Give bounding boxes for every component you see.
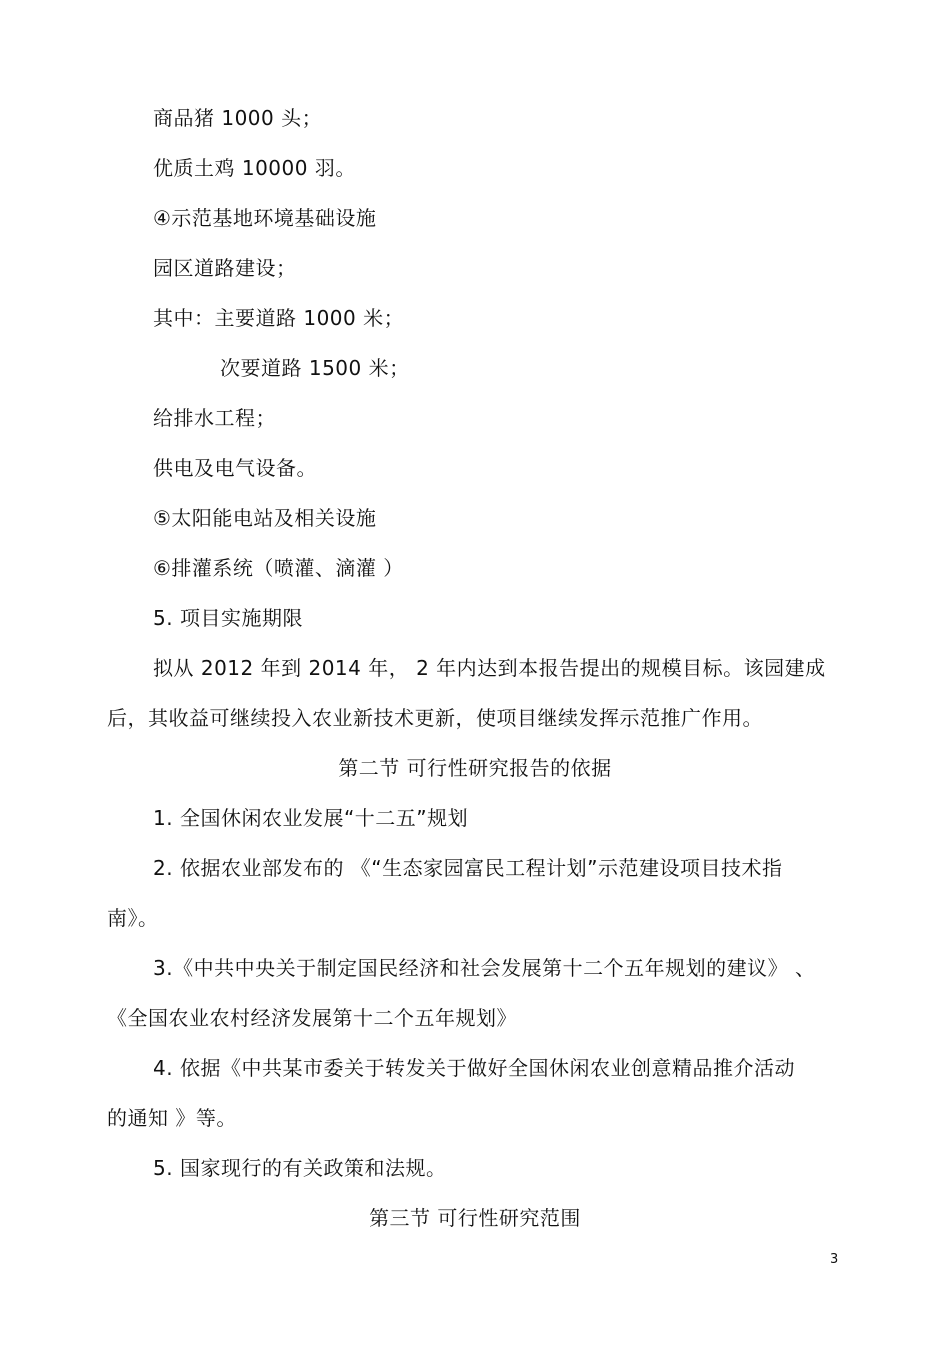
basis-item-3-continued: 《全国农业农村经济发展第十二个五年规划》	[107, 1006, 517, 1030]
basis-item-2-continued: 南》。	[107, 906, 159, 930]
page-number: 3	[830, 1252, 839, 1267]
basis-item-2: 2. 依据农业部发布的 《“生态家园富民工程计划”示范建设项目技术指	[153, 856, 783, 880]
text-line-chickens: 优质土鸡 10000 羽。	[153, 156, 356, 180]
text-line-pigs: 商品猪 1000 头；	[153, 106, 323, 130]
text-line-irrigation: ⑥排灌系统（喷灌、滴灌 ）	[153, 556, 404, 580]
basis-item-3: 3.《中共中央关于制定国民经济和社会发展第十二个五年规划的建议》 、	[153, 956, 816, 980]
text-line-infrastructure-heading: ④示范基地环境基础设施	[153, 206, 377, 230]
basis-item-4-continued: 的通知 》等。	[107, 1106, 237, 1130]
section-heading-2: 第二节 可行性研究报告的依据	[338, 756, 612, 780]
basis-item-4: 4. 依据《中共某市委关于转发关于做好全国休闲农业创意精品推介活动	[153, 1056, 795, 1080]
basis-item-5: 5. 国家现行的有关政策和法规。	[153, 1156, 447, 1180]
text-line-secondary-road: 次要道路 1500 米；	[220, 356, 410, 380]
basis-item-1: 1. 全国休闲农业发展“十二五”规划	[153, 806, 469, 830]
text-line-main-road: 其中：主要道路 1000 米；	[153, 306, 405, 330]
section-heading-3: 第三节 可行性研究范围	[369, 1206, 581, 1230]
text-line-implementation-period: 5. 项目实施期限	[153, 606, 303, 630]
text-line-road-construction: 园区道路建设；	[153, 256, 297, 280]
text-line-solar-station: ⑤太阳能电站及相关设施	[153, 506, 377, 530]
paragraph-line: 后，其收益可继续投入农业新技术更新，使项目继续发挥示范推广作用。	[107, 706, 763, 730]
text-line-water-works: 给排水工程；	[153, 406, 276, 430]
text-line-power-supply: 供电及电气设备。	[153, 456, 317, 480]
paragraph-line: 拟从 2012 年到 2014 年， 2 年内达到本报告提出的规模目标。该园建成	[153, 656, 826, 680]
